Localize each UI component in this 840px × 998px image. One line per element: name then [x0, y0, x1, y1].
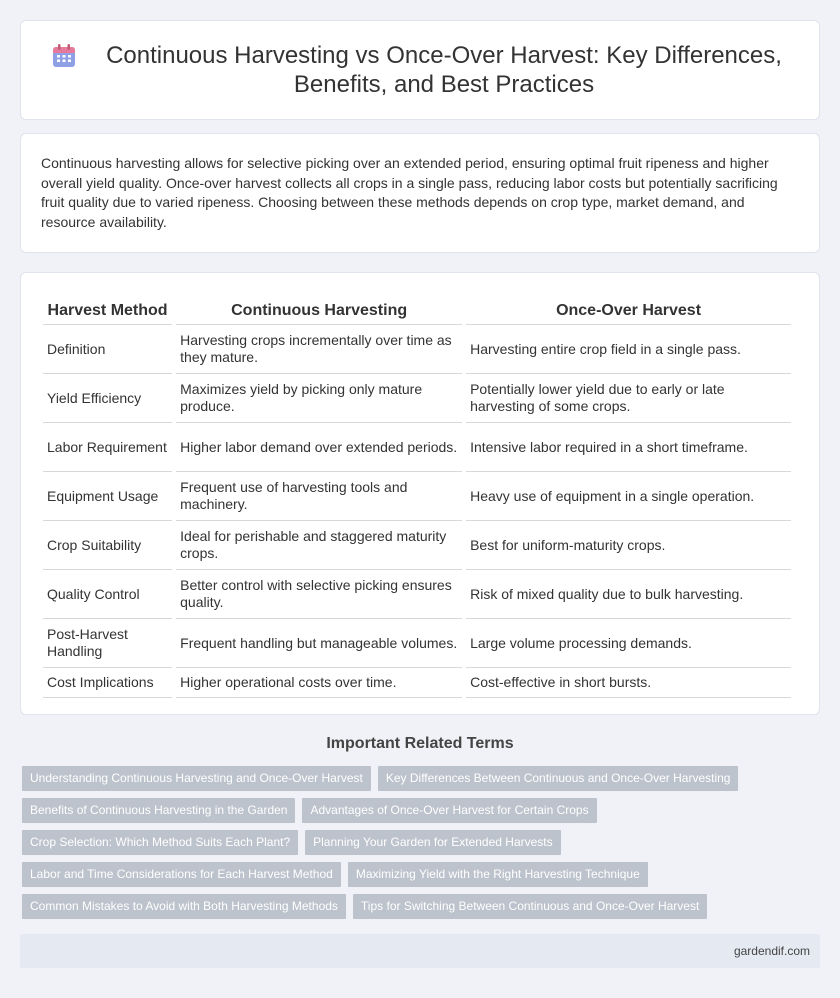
footer: [20, 934, 820, 968]
once-over-cell: Cost-effective in short bursts.: [466, 668, 791, 698]
once-over-cell: Potentially lower yield due to early or late harvesting of some crops.: [466, 374, 791, 423]
related-terms-heading: Important Related Terms: [326, 735, 514, 752]
related-terms-tags: [22, 766, 822, 926]
once-over-cell: Harvesting entire crop field in a single pass.: [466, 325, 791, 374]
row-label: Definition: [43, 325, 172, 374]
table-row: [43, 570, 791, 619]
tag-row: [22, 862, 822, 887]
row-label: Post-Harvest Handling: [43, 619, 172, 668]
continuous-cell: Harvesting crops incrementally over time as they mature.: [176, 325, 462, 374]
header-harvest-method: Harvest Method: [43, 295, 172, 325]
once-over-cell: Risk of mixed quality due to bulk harvesting.: [466, 570, 791, 619]
table-row: [43, 668, 791, 698]
tag-row: [22, 894, 822, 919]
related-term-link[interactable]: Labor and Time Considerations for Each Harvest Method: [22, 862, 341, 887]
row-label: Quality Control: [43, 570, 172, 619]
comparison-table-card: [20, 272, 820, 715]
calendar-icon: [51, 43, 77, 69]
footer-site-link[interactable]: gardendif.com: [733, 944, 810, 958]
continuous-cell: Frequent use of harvesting tools and machinery.: [176, 472, 462, 521]
continuous-cell: Maximizes yield by picking only mature produce.: [176, 374, 462, 423]
continuous-cell: Higher labor demand over extended periods.: [176, 423, 462, 472]
intro-text: Continuous harvesting allows for selective picking over an extended period, ensuring optimal fruit ripeness and higher overall yield quality. Once-over harvest collects all crops in a single pass, reducing labor costs but potentially sacrificing fruit quality due to varied ripeness. Choosing between these methods depends on crop type, market demand, and resource availability.: [41, 155, 778, 230]
once-over-cell: Large volume processing demands.: [466, 619, 791, 668]
tag-row: [22, 830, 822, 855]
continuous-cell: Better control with selective picking ensures quality.: [176, 570, 462, 619]
related-term-link[interactable]: Common Mistakes to Avoid with Both Harvesting Methods: [22, 894, 346, 919]
table-row: [43, 423, 791, 472]
related-term-link[interactable]: Advantages of Once-Over Harvest for Certain Crops: [302, 798, 596, 823]
row-label: Equipment Usage: [43, 472, 172, 521]
table-row: [43, 521, 791, 570]
row-label: Yield Efficiency: [43, 374, 172, 423]
related-term-link[interactable]: Key Differences Between Continuous and Once-Over Harvesting: [378, 766, 739, 791]
related-term-link[interactable]: Planning Your Garden for Extended Harvests: [305, 830, 560, 855]
once-over-cell: Heavy use of equipment in a single operation.: [466, 472, 791, 521]
continuous-cell: Frequent handling but manageable volumes.: [176, 619, 462, 668]
intro-card: [20, 133, 820, 253]
related-term-link[interactable]: Maximizing Yield with the Right Harvesting Technique: [348, 862, 648, 887]
page-title: Continuous Harvesting vs Once-Over Harvest: Key Differences, Benefits, and Best Practices: [106, 42, 782, 98]
row-label: Crop Suitability: [43, 521, 172, 570]
tag-row: [22, 798, 822, 823]
header-once-over-harvest: Once-Over Harvest: [466, 295, 791, 325]
table-header-row: [43, 295, 791, 325]
tag-row: [22, 766, 822, 791]
continuous-cell: Higher operational costs over time.: [176, 668, 462, 698]
continuous-cell: Ideal for perishable and staggered maturity crops.: [176, 521, 462, 570]
table-row: [43, 619, 791, 668]
related-term-link[interactable]: Understanding Continuous Harvesting and Once-Over Harvest: [22, 766, 371, 791]
title-card: [20, 20, 820, 120]
once-over-cell: Intensive labor required in a short timeframe.: [466, 423, 791, 472]
row-label: Labor Requirement: [43, 423, 172, 472]
row-label: Cost Implications: [43, 668, 172, 698]
once-over-cell: Best for uniform-maturity crops.: [466, 521, 791, 570]
related-term-link[interactable]: Benefits of Continuous Harvesting in the Garden: [22, 798, 295, 823]
related-term-link[interactable]: Tips for Switching Between Continuous and Once-Over Harvest: [353, 894, 707, 919]
header-continuous-harvesting: Continuous Harvesting: [176, 295, 462, 325]
related-term-link[interactable]: Crop Selection: Which Method Suits Each Plant?: [22, 830, 298, 855]
table-row: [43, 472, 791, 521]
table-row: [43, 374, 791, 423]
comparison-table: [39, 295, 795, 698]
table-row: [43, 325, 791, 374]
